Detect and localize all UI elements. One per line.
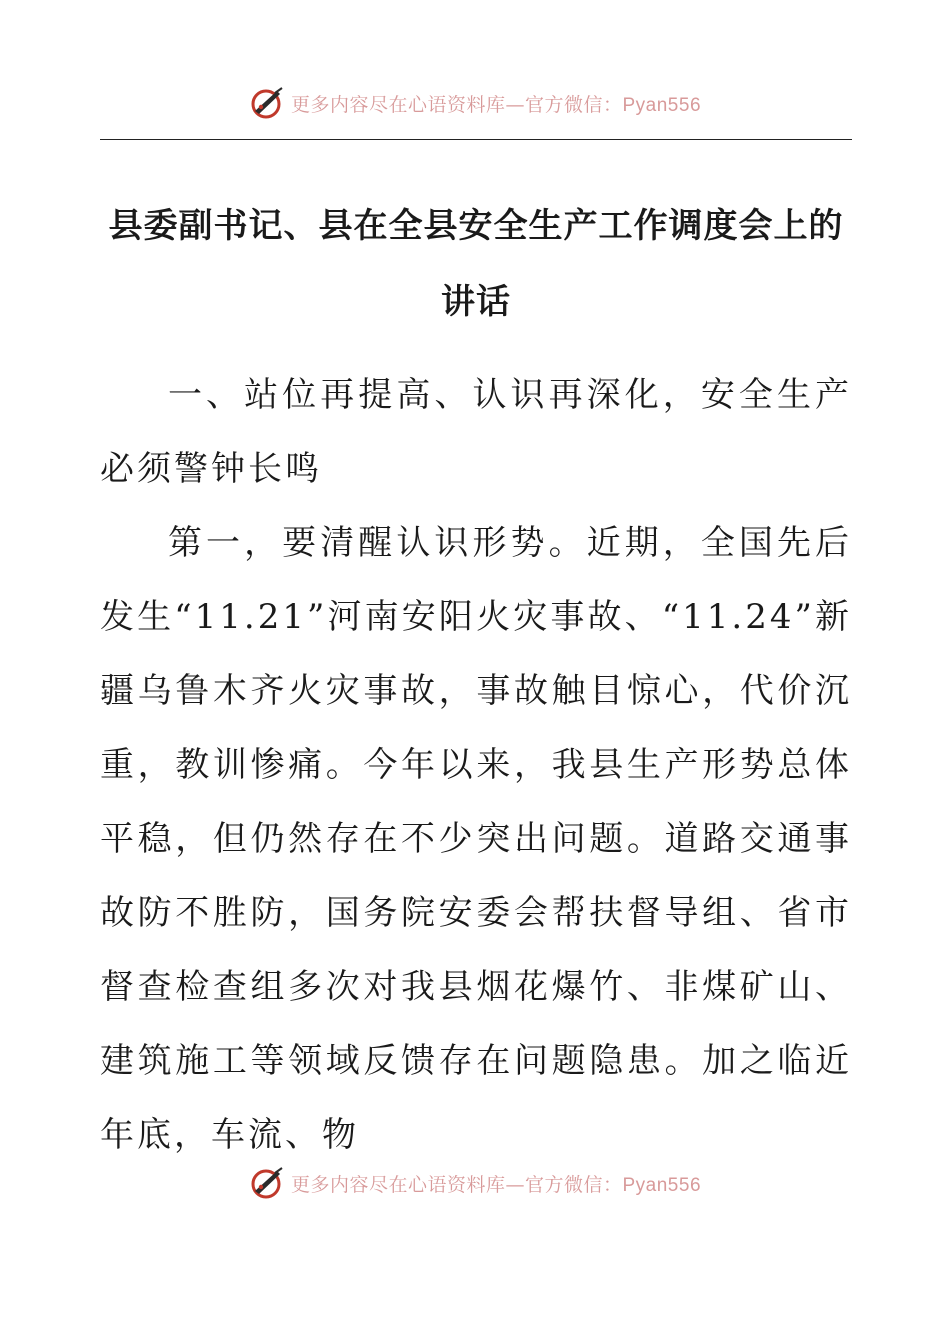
section-heading: 一、站位再提高、认识再深化，安全生产必须警钟长鸣 (100, 375, 852, 489)
watermark-text: 更多内容尽在心语资料库—官方微信：Pyan556 (290, 1173, 702, 1196)
pen-logo-icon (249, 1165, 285, 1201)
title-line-2: 讲话 (441, 282, 511, 322)
document-body (100, 358, 852, 1172)
watermark-handle: Pyan556 (622, 94, 702, 116)
pen-logo-icon (249, 85, 285, 121)
watermark-text: 更多内容尽在心语资料库—官方微信：Pyan556 (290, 93, 702, 116)
body-paragraph: 第一，要清醒认识形势。近期，全国先后发生“11.21”河南安阳火灾事故、“11.24”新疆乌鲁木齐火灾事故，事故触目惊心，代价沉重，教训惨痛。今年以来，我县生产形势总体平稳，但仍然存在不少突出问题。道路交通事故防不胜防，国务院安委会帮扶督导组、省市督查检查组多次对我县烟花爆竹、非煤矿山、建筑施工等领域反馈存在问题隐患。加之临近年底，车流、物 (100, 523, 852, 1155)
footer-watermark (0, 1160, 950, 1206)
header-divider (100, 139, 852, 140)
header-watermark (0, 80, 950, 126)
watermark-handle: Pyan556 (622, 1174, 702, 1196)
document-title (100, 188, 852, 340)
title-line-1: 县委副书记、县在全县安全生产工作调度会上的 (108, 206, 844, 246)
